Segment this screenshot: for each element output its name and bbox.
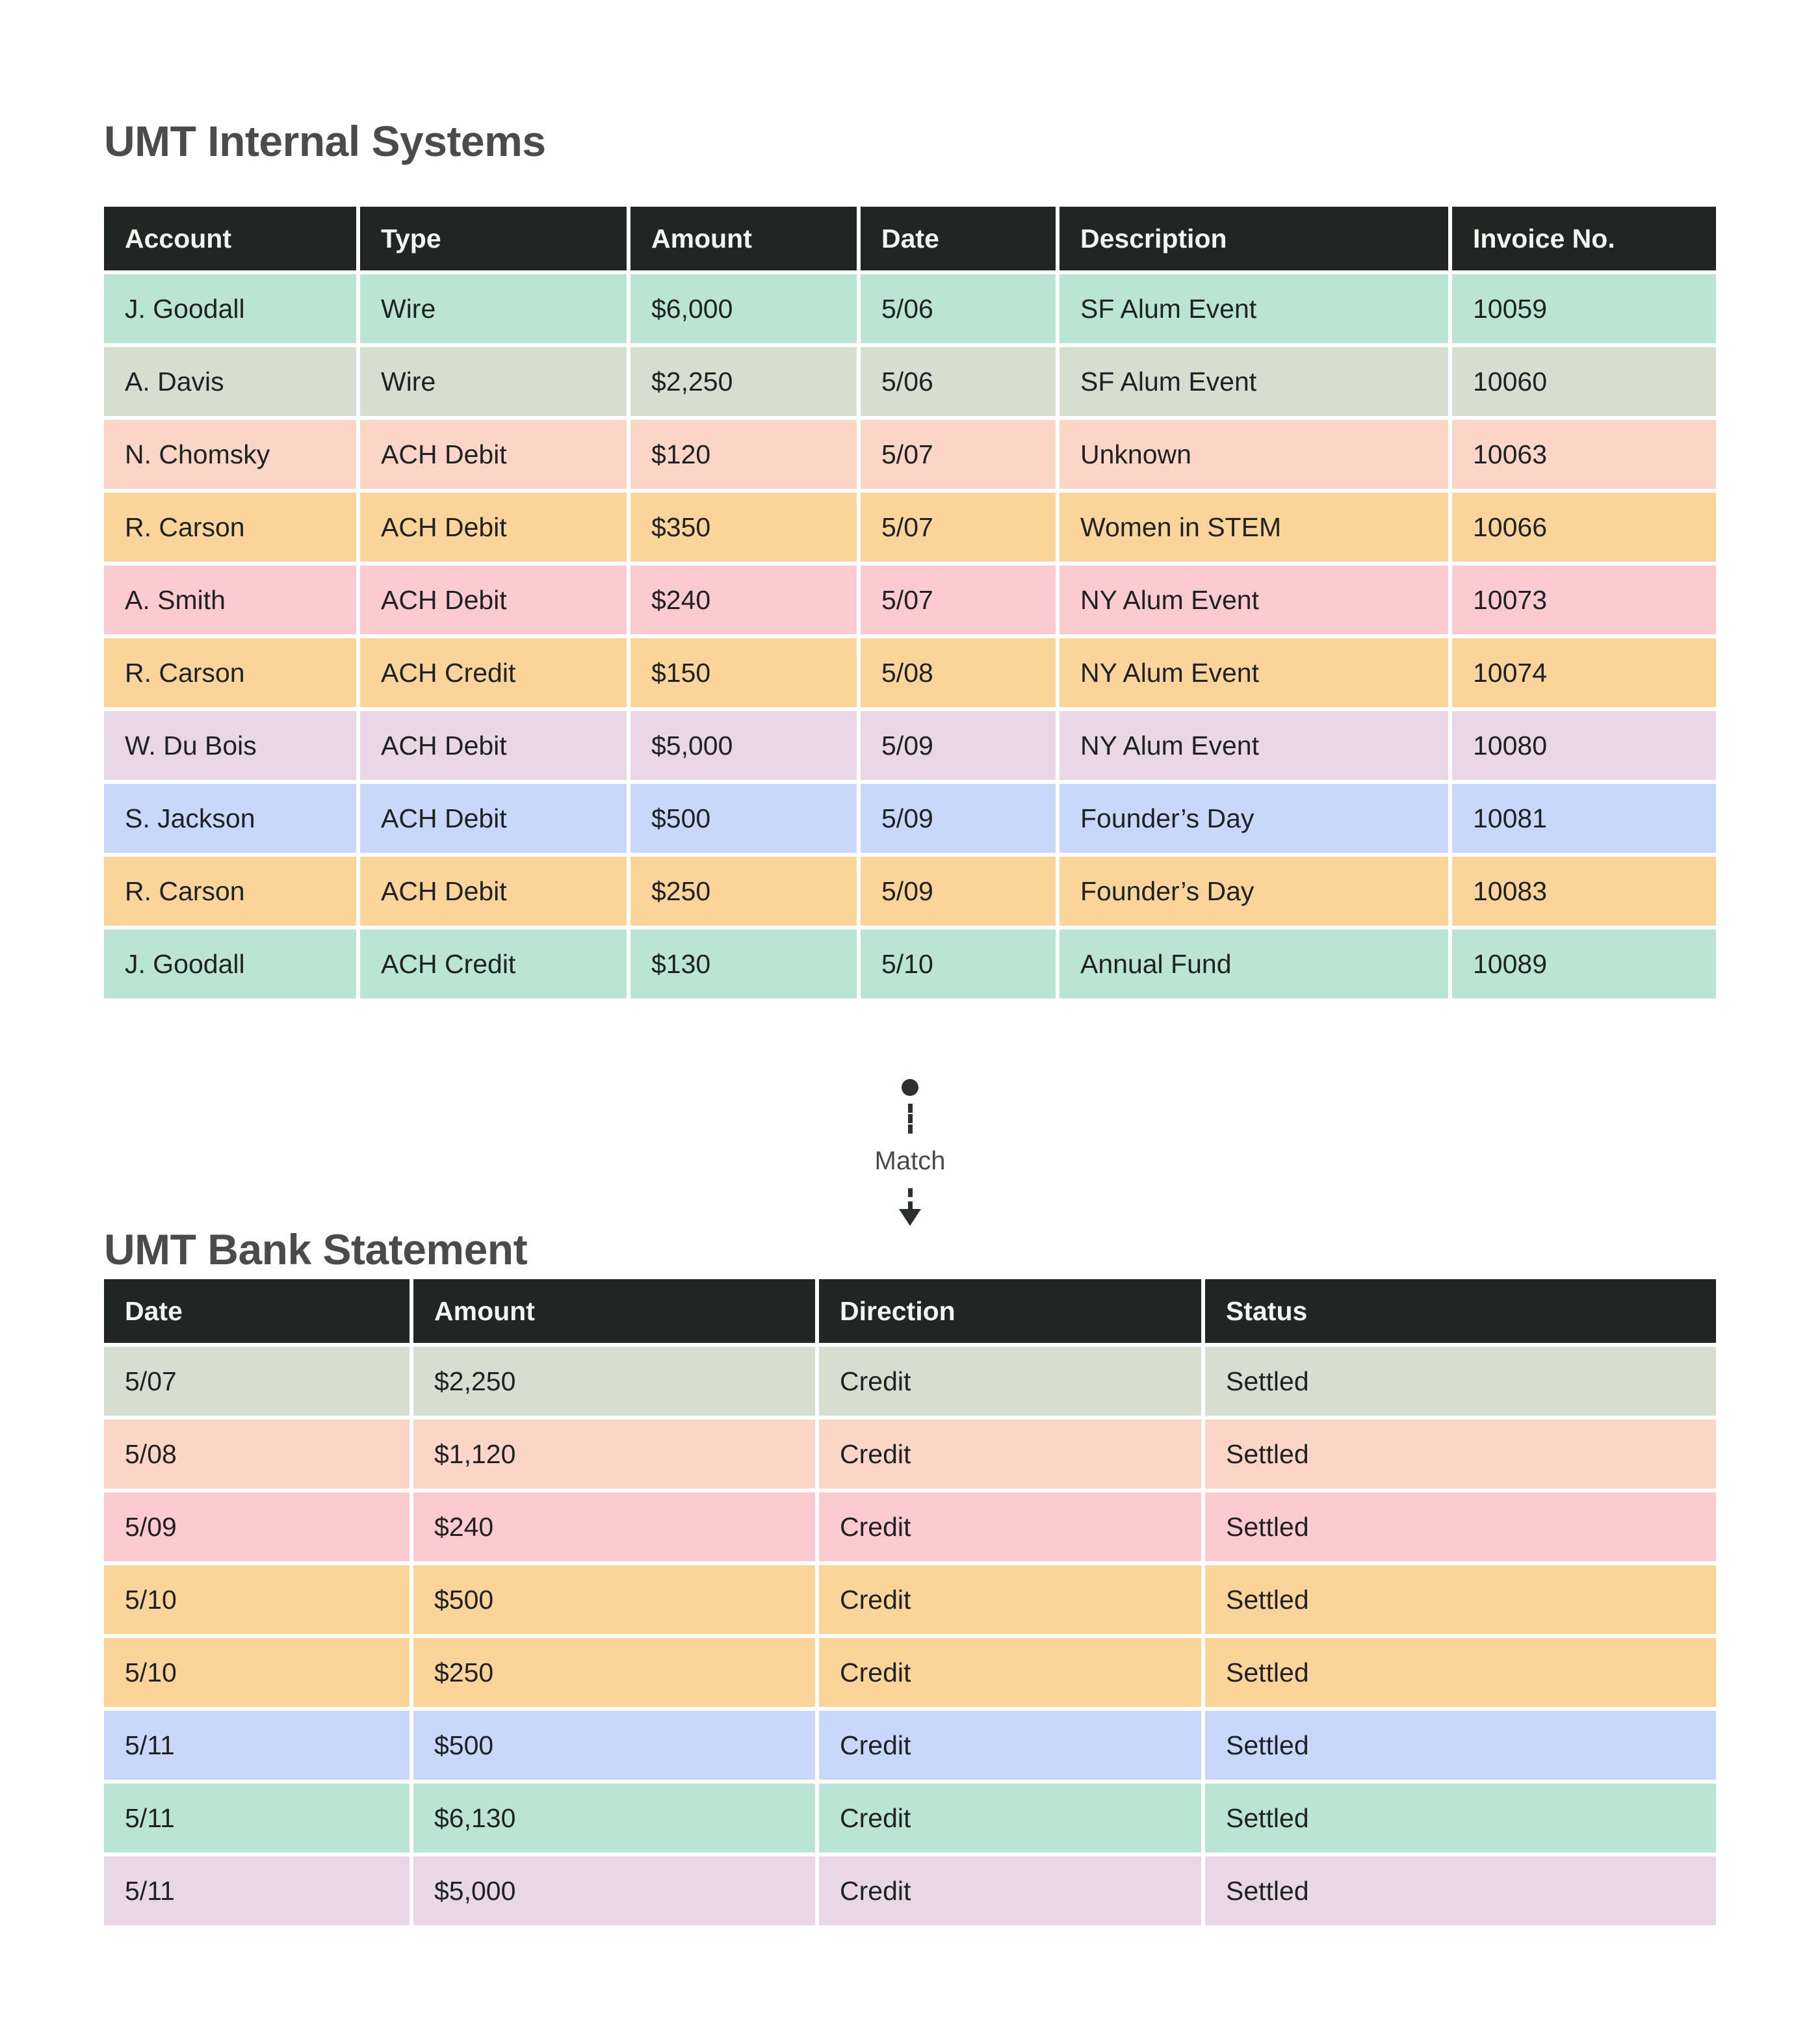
- connector-dot-icon: [902, 1079, 918, 1096]
- cell-invoice-no: 10083: [1452, 857, 1716, 926]
- cell-description: NY Alum Event: [1060, 638, 1448, 707]
- match-label: Match: [874, 1147, 946, 1175]
- cell-amount: $250: [413, 1638, 815, 1707]
- cell-date: 5/08: [861, 638, 1056, 707]
- cell-invoice-no: 10066: [1452, 493, 1716, 562]
- cell-direction: Credit: [819, 1347, 1201, 1416]
- cell-status: Settled: [1205, 1420, 1716, 1488]
- column-header-date[interactable]: Date: [104, 1279, 410, 1343]
- cell-type: ACH Debit: [360, 784, 627, 853]
- table-row[interactable]: [104, 1638, 1716, 1707]
- cell-type: Wire: [360, 347, 627, 416]
- cell-date: 5/06: [861, 274, 1056, 343]
- table-row[interactable]: [104, 1347, 1716, 1416]
- cell-date: 5/11: [104, 1856, 410, 1925]
- cell-date: 5/10: [861, 930, 1056, 998]
- page-title-internal-systems: UMT Internal Systems: [104, 117, 546, 166]
- cell-description: SF Alum Event: [1060, 347, 1448, 416]
- cell-amount: $5,000: [630, 711, 857, 780]
- cell-amount: $2,250: [413, 1347, 815, 1416]
- cell-date: 5/06: [861, 347, 1056, 416]
- cell-direction: Credit: [819, 1856, 1201, 1925]
- cell-date: 5/10: [104, 1638, 410, 1707]
- column-header-date[interactable]: Date: [861, 207, 1056, 270]
- cell-date: 5/11: [104, 1784, 410, 1852]
- cell-amount: $350: [630, 493, 857, 562]
- cell-invoice-no: 10063: [1452, 420, 1716, 489]
- cell-description: Annual Fund: [1060, 930, 1448, 998]
- cell-date: 5/09: [861, 711, 1056, 780]
- cell-account: R. Carson: [104, 857, 356, 926]
- cell-date: 5/10: [104, 1565, 410, 1634]
- cell-account: J. Goodall: [104, 274, 356, 343]
- cell-date: 5/11: [104, 1711, 410, 1780]
- cell-account: R. Carson: [104, 638, 356, 707]
- cell-direction: Credit: [819, 1711, 1201, 1780]
- cell-amount: $240: [630, 566, 857, 634]
- cell-status: Settled: [1205, 1347, 1716, 1416]
- column-header-type[interactable]: Type: [360, 207, 627, 270]
- cell-description: Women in STEM: [1060, 493, 1448, 562]
- table-row[interactable]: [104, 1420, 1716, 1488]
- cell-status: Settled: [1205, 1711, 1716, 1780]
- cell-direction: Credit: [819, 1492, 1201, 1561]
- cell-amount: $150: [630, 638, 857, 707]
- bank-statement-table: [104, 1279, 1716, 1925]
- cell-type: ACH Debit: [360, 566, 627, 634]
- cell-description: Unknown: [1060, 420, 1448, 489]
- column-header-invoice-no[interactable]: Invoice No.: [1452, 207, 1716, 270]
- cell-amount: $500: [630, 784, 857, 853]
- cell-date: 5/09: [861, 857, 1056, 926]
- cell-description: NY Alum Event: [1060, 711, 1448, 780]
- cell-amount: $6,130: [413, 1784, 815, 1852]
- table-row[interactable]: [104, 711, 1716, 780]
- cell-date: 5/08: [104, 1420, 410, 1488]
- cell-status: Settled: [1205, 1638, 1716, 1707]
- cell-amount: $240: [413, 1492, 815, 1561]
- connector-dashed-line-top-icon: [908, 1104, 913, 1134]
- cell-amount: $250: [630, 857, 857, 926]
- table-row[interactable]: [104, 1565, 1716, 1634]
- table-row[interactable]: [104, 566, 1716, 634]
- cell-type: ACH Debit: [360, 420, 627, 489]
- internal-systems-table: [104, 207, 1716, 998]
- cell-invoice-no: 10080: [1452, 711, 1716, 780]
- cell-direction: Credit: [819, 1420, 1201, 1488]
- column-header-amount[interactable]: Amount: [630, 207, 857, 270]
- cell-direction: Credit: [819, 1638, 1201, 1707]
- cell-date: 5/07: [104, 1347, 410, 1416]
- cell-account: J. Goodall: [104, 930, 356, 998]
- cell-amount: $500: [413, 1711, 815, 1780]
- cell-status: Settled: [1205, 1492, 1716, 1561]
- cell-direction: Credit: [819, 1565, 1201, 1634]
- cell-type: ACH Debit: [360, 857, 627, 926]
- column-header-description[interactable]: Description: [1060, 207, 1448, 270]
- table-header-row: [104, 1279, 1716, 1343]
- connector-dashed-line-bottom-icon: [908, 1188, 913, 1210]
- cell-account: A. Smith: [104, 566, 356, 634]
- cell-invoice-no: 10059: [1452, 274, 1716, 343]
- cell-amount: $130: [630, 930, 857, 998]
- match-connector: [861, 1079, 959, 1254]
- cell-status: Settled: [1205, 1565, 1716, 1634]
- cell-direction: Credit: [819, 1784, 1201, 1852]
- table-row[interactable]: [104, 857, 1716, 926]
- column-header-account[interactable]: Account: [104, 207, 356, 270]
- table-row[interactable]: [104, 347, 1716, 416]
- cell-invoice-no: 10060: [1452, 347, 1716, 416]
- cell-description: Founder’s Day: [1060, 857, 1448, 926]
- table-row[interactable]: [104, 784, 1716, 853]
- table-row[interactable]: [104, 493, 1716, 562]
- cell-date: 5/07: [861, 420, 1056, 489]
- cell-amount: $1,120: [413, 1420, 815, 1488]
- cell-description: NY Alum Event: [1060, 566, 1448, 634]
- table-row[interactable]: [104, 420, 1716, 489]
- column-header-amount[interactable]: Amount: [413, 1279, 815, 1343]
- cell-invoice-no: 10089: [1452, 930, 1716, 998]
- cell-date: 5/07: [861, 566, 1056, 634]
- cell-description: Founder’s Day: [1060, 784, 1448, 853]
- cell-amount: $500: [413, 1565, 815, 1634]
- cell-date: 5/09: [861, 784, 1056, 853]
- table-row[interactable]: [104, 274, 1716, 343]
- table-row[interactable]: [104, 1784, 1716, 1852]
- cell-account: W. Du Bois: [104, 711, 356, 780]
- table-row[interactable]: [104, 1856, 1716, 1925]
- cell-amount: $2,250: [630, 347, 857, 416]
- page-title-bank-statement: UMT Bank Statement: [104, 1225, 528, 1274]
- cell-invoice-no: 10074: [1452, 638, 1716, 707]
- table-row[interactable]: [104, 930, 1716, 998]
- cell-type: ACH Debit: [360, 711, 627, 780]
- table-header-row: [104, 207, 1716, 270]
- cell-account: A. Davis: [104, 347, 356, 416]
- column-header-direction[interactable]: Direction: [819, 1279, 1201, 1343]
- connector-arrow-down-icon: [899, 1209, 921, 1226]
- cell-date: 5/09: [104, 1492, 410, 1561]
- cell-account: N. Chomsky: [104, 420, 356, 489]
- cell-date: 5/07: [861, 493, 1056, 562]
- table-row[interactable]: [104, 638, 1716, 707]
- cell-type: ACH Debit: [360, 493, 627, 562]
- cell-amount: $6,000: [630, 274, 857, 343]
- cell-account: S. Jackson: [104, 784, 356, 853]
- cell-invoice-no: 10073: [1452, 566, 1716, 634]
- table-row[interactable]: [104, 1492, 1716, 1561]
- cell-invoice-no: 10081: [1452, 784, 1716, 853]
- cell-amount: $120: [630, 420, 857, 489]
- table-row[interactable]: [104, 1711, 1716, 1780]
- cell-status: Settled: [1205, 1784, 1716, 1852]
- cell-type: ACH Credit: [360, 930, 627, 998]
- cell-type: ACH Credit: [360, 638, 627, 707]
- cell-status: Settled: [1205, 1856, 1716, 1925]
- cell-description: SF Alum Event: [1060, 274, 1448, 343]
- cell-account: R. Carson: [104, 493, 356, 562]
- cell-amount: $5,000: [413, 1856, 815, 1925]
- cell-type: Wire: [360, 274, 627, 343]
- column-header-status[interactable]: Status: [1205, 1279, 1716, 1343]
